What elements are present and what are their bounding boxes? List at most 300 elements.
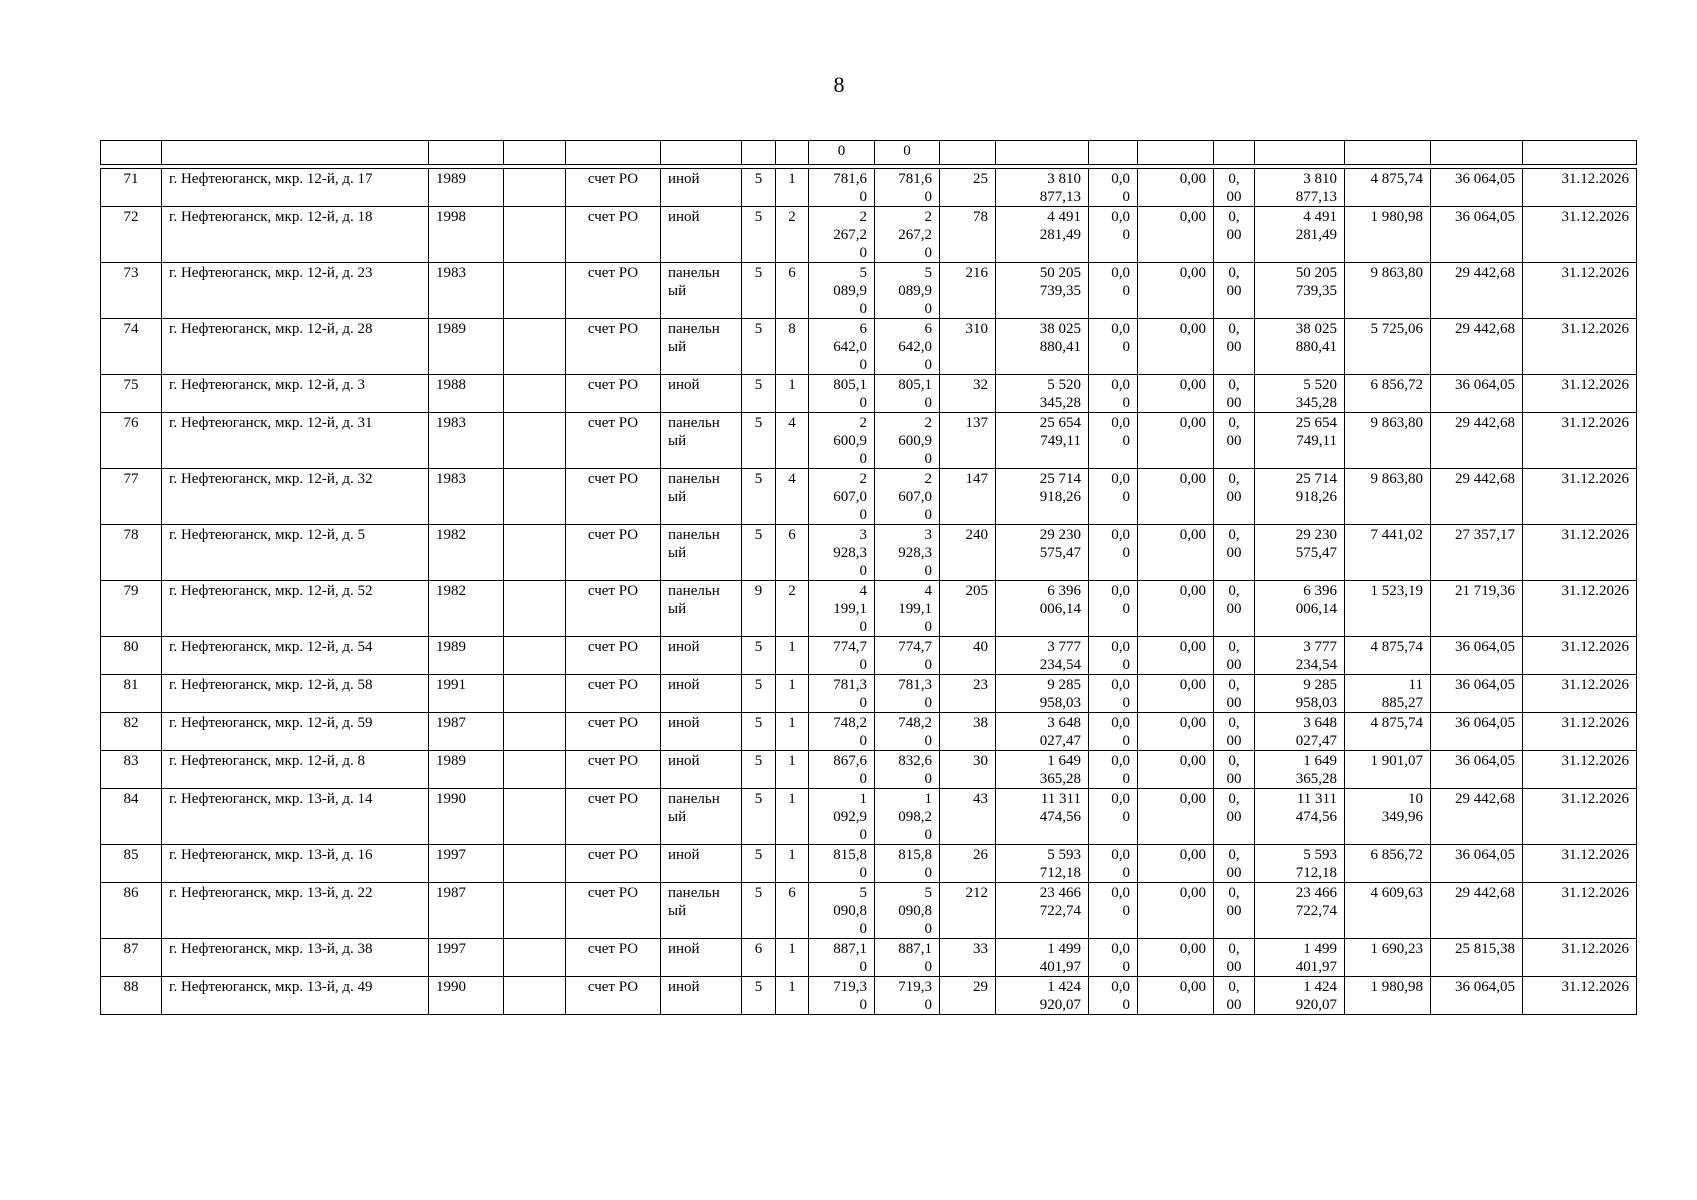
unit-cost-cell: 7 441,02 [1345,525,1431,581]
floors-cell: 5 [742,637,776,675]
row-number-cell: 87 [101,939,162,977]
cost-cell-a: 0,0 0 [1089,169,1138,207]
wall-material-cell: панельн ый [661,319,742,375]
year-cell: 1982 [429,525,504,581]
cost-cell-a: 0,0 0 [1089,207,1138,263]
row-number-cell: 71 [101,169,162,207]
blank-cell [504,263,566,319]
year-cell: 1989 [429,169,504,207]
residents-cell: 29 [940,977,996,1015]
residential-area-cell: 0 [875,141,940,165]
residential-area-cell: 2 600,9 0 [875,413,940,469]
deadline-cell: 31.12.2026 [1523,713,1637,751]
floors-cell: 5 [742,263,776,319]
residents-cell: 147 [940,469,996,525]
wall-material-cell: панельн ый [661,789,742,845]
deadline-cell: 31.12.2026 [1523,207,1637,263]
cost-cell-c: 0, 00 [1214,525,1255,581]
fund-method-cell: счет РО [566,675,661,713]
residents-cell: 25 [940,169,996,207]
address-cell: г. Нефтеюганск, мкр. 12-й, д. 23 [162,263,429,319]
total-area-cell: 1 092,9 0 [809,789,875,845]
total-cost-cell: 4 491 281,49 [996,207,1089,263]
address-cell: г. Нефтеюганск, мкр. 13-й, д. 49 [162,977,429,1015]
fund-method-cell: счет РО [566,375,661,413]
deadline-cell: 31.12.2026 [1523,751,1637,789]
cost-cell-a: 0,0 0 [1089,375,1138,413]
entrances-cell: 1 [776,939,809,977]
cost-cell-b: 0,00 [1138,263,1214,319]
residents-cell: 33 [940,939,996,977]
deadline-cell: 31.12.2026 [1523,675,1637,713]
address-cell: г. Нефтеюганск, мкр. 13-й, д. 16 [162,845,429,883]
total-area-cell: 2 267,2 0 [809,207,875,263]
floors-cell: 5 [742,883,776,939]
deadline-cell: 31.12.2026 [1523,525,1637,581]
unit-cost-cell: 4 609,63 [1345,883,1431,939]
residents-cell: 40 [940,637,996,675]
max-unit-cost-cell [1431,141,1523,165]
cost-cell-c: 0, 00 [1214,939,1255,977]
fund-method-cell: счет РО [566,789,661,845]
blank-cell [504,977,566,1015]
fund-method-cell: счет РО [566,713,661,751]
entrances-cell [776,141,809,165]
blank-cell [504,713,566,751]
unit-cost-cell: 6 856,72 [1345,375,1431,413]
cost-cell-a: 0,0 0 [1089,789,1138,845]
blank-cell [504,789,566,845]
deadline-cell: 31.12.2026 [1523,319,1637,375]
total-cost-cell [996,141,1089,165]
address-cell: г. Нефтеюганск, мкр. 12-й, д. 18 [162,207,429,263]
year-cell: 1983 [429,263,504,319]
total-area-cell: 5 090,8 0 [809,883,875,939]
entrances-cell: 6 [776,263,809,319]
residents-cell: 240 [940,525,996,581]
residential-area-cell: 4 199,1 0 [875,581,940,637]
row-number-cell: 81 [101,675,162,713]
address-cell: г. Нефтеюганск, мкр. 13-й, д. 22 [162,883,429,939]
address-cell: г. Нефтеюганск, мкр. 12-й, д. 3 [162,375,429,413]
table-row [101,169,1637,207]
table-row [101,207,1637,263]
fund-method-cell: счет РО [566,525,661,581]
entrances-cell: 6 [776,883,809,939]
row-number-cell: 83 [101,751,162,789]
unit-cost-cell: 1 980,98 [1345,207,1431,263]
row-number-cell: 73 [101,263,162,319]
unit-cost-cell: 9 863,80 [1345,469,1431,525]
fund-method-cell: счет РО [566,751,661,789]
cost-cell-b: 0,00 [1138,883,1214,939]
wall-material-cell: панельн ый [661,263,742,319]
table-row [101,637,1637,675]
fund-method-cell: счет РО [566,413,661,469]
max-unit-cost-cell: 29 442,68 [1431,469,1523,525]
total-cost-cell: 9 285 958,03 [996,675,1089,713]
total-area-cell: 0 [809,141,875,165]
residents-cell: 30 [940,751,996,789]
cost-cell-c: 0, 00 [1214,169,1255,207]
address-cell: г. Нефтеюганск, мкр. 13-й, д. 14 [162,789,429,845]
blank-cell [504,319,566,375]
total-cost-cell: 23 466 722,74 [996,883,1089,939]
cost-cell-c: 0, 00 [1214,675,1255,713]
table-row [101,525,1637,581]
total-area-cell: 748,2 0 [809,713,875,751]
table-lead-row [101,141,1637,165]
residents-cell [940,141,996,165]
year-cell: 1983 [429,413,504,469]
floors-cell: 5 [742,713,776,751]
owner-funds-cell: 1 649 365,28 [1255,751,1345,789]
unit-cost-cell: 4 875,74 [1345,713,1431,751]
year-cell: 1997 [429,845,504,883]
max-unit-cost-cell: 36 064,05 [1431,207,1523,263]
blank-cell [504,207,566,263]
wall-material-cell: иной [661,207,742,263]
total-area-cell: 5 089,9 0 [809,263,875,319]
cost-cell-a: 0,0 0 [1089,751,1138,789]
year-cell: 1987 [429,883,504,939]
residential-area-cell: 2 267,2 0 [875,207,940,263]
deadline-cell [1523,141,1637,165]
residents-cell: 43 [940,789,996,845]
table-row [101,789,1637,845]
year-cell: 1989 [429,751,504,789]
cost-cell-c: 0, 00 [1214,319,1255,375]
total-cost-cell: 25 714 918,26 [996,469,1089,525]
cost-cell-b: 0,00 [1138,169,1214,207]
cost-cell-b: 0,00 [1138,525,1214,581]
total-cost-cell: 29 230 575,47 [996,525,1089,581]
owner-funds-cell: 3 777 234,54 [1255,637,1345,675]
fund-method-cell: счет РО [566,883,661,939]
residential-area-cell: 774,7 0 [875,637,940,675]
owner-funds-cell: 25 714 918,26 [1255,469,1345,525]
blank-cell [504,375,566,413]
cost-cell-a: 0,0 0 [1089,413,1138,469]
owner-funds-cell: 4 491 281,49 [1255,207,1345,263]
residential-area-cell: 887,1 0 [875,939,940,977]
floors-cell: 5 [742,789,776,845]
row-number-cell: 77 [101,469,162,525]
floors-cell: 5 [742,319,776,375]
max-unit-cost-cell: 29 442,68 [1431,263,1523,319]
entrances-cell: 2 [776,581,809,637]
cost-cell-b: 0,00 [1138,469,1214,525]
entrances-cell: 8 [776,319,809,375]
blank-cell [504,845,566,883]
floors-cell: 5 [742,375,776,413]
residential-area-cell: 5 090,8 0 [875,883,940,939]
cost-cell-b: 0,00 [1138,581,1214,637]
page-number: 8 [833,72,845,97]
deadline-cell: 31.12.2026 [1523,469,1637,525]
floors-cell: 5 [742,469,776,525]
cost-cell-b: 0,00 [1138,751,1214,789]
cost-cell-c: 0, 00 [1214,469,1255,525]
table-row [101,263,1637,319]
residents-cell: 78 [940,207,996,263]
cost-cell-b: 0,00 [1138,845,1214,883]
blank-cell [504,525,566,581]
wall-material-cell: иной [661,169,742,207]
blank-cell [504,939,566,977]
total-cost-cell: 6 396 006,14 [996,581,1089,637]
unit-cost-cell: 1 980,98 [1345,977,1431,1015]
residents-cell: 26 [940,845,996,883]
residents-cell: 310 [940,319,996,375]
row-number-cell: 75 [101,375,162,413]
total-cost-cell: 50 205 739,35 [996,263,1089,319]
blank-cell [504,469,566,525]
cost-cell-b [1138,141,1214,165]
fund-method-cell: счет РО [566,319,661,375]
residential-area-cell: 805,1 0 [875,375,940,413]
total-cost-cell: 38 025 880,41 [996,319,1089,375]
wall-material-cell: иной [661,751,742,789]
table-row [101,883,1637,939]
year-cell: 1987 [429,713,504,751]
cost-cell-c: 0, 00 [1214,581,1255,637]
max-unit-cost-cell: 36 064,05 [1431,845,1523,883]
max-unit-cost-cell: 36 064,05 [1431,675,1523,713]
cost-cell-a [1089,141,1138,165]
residential-area-cell: 781,3 0 [875,675,940,713]
deadline-cell: 31.12.2026 [1523,637,1637,675]
wall-material-cell: иной [661,637,742,675]
table-row [101,977,1637,1015]
entrances-cell: 4 [776,469,809,525]
total-area-cell: 719,3 0 [809,977,875,1015]
unit-cost-cell: 4 875,74 [1345,637,1431,675]
wall-material-cell: иной [661,713,742,751]
max-unit-cost-cell: 36 064,05 [1431,977,1523,1015]
max-unit-cost-cell: 29 442,68 [1431,413,1523,469]
entrances-cell: 4 [776,413,809,469]
cost-cell-c: 0, 00 [1214,751,1255,789]
cost-cell-c: 0, 00 [1214,375,1255,413]
unit-cost-cell: 9 863,80 [1345,413,1431,469]
address-cell: г. Нефтеюганск, мкр. 12-й, д. 31 [162,413,429,469]
fund-method-cell: счет РО [566,581,661,637]
table-row [101,675,1637,713]
year-cell [429,141,504,165]
max-unit-cost-cell: 36 064,05 [1431,169,1523,207]
entrances-cell: 1 [776,675,809,713]
cost-cell-c: 0, 00 [1214,413,1255,469]
max-unit-cost-cell: 36 064,05 [1431,713,1523,751]
address-cell: г. Нефтеюганск, мкр. 12-й, д. 5 [162,525,429,581]
total-cost-cell: 1 649 365,28 [996,751,1089,789]
residential-area-cell: 815,8 0 [875,845,940,883]
floors-cell: 5 [742,169,776,207]
cost-cell-c: 0, 00 [1214,713,1255,751]
buildings-register-table [100,140,1637,1015]
address-cell: г. Нефтеюганск, мкр. 12-й, д. 17 [162,169,429,207]
row-number-cell: 84 [101,789,162,845]
fund-method-cell: счет РО [566,845,661,883]
floors-cell: 5 [742,675,776,713]
unit-cost-cell: 6 856,72 [1345,845,1431,883]
max-unit-cost-cell: 36 064,05 [1431,751,1523,789]
residents-cell: 212 [940,883,996,939]
residential-area-cell: 719,3 0 [875,977,940,1015]
address-cell: г. Нефтеюганск, мкр. 12-й, д. 28 [162,319,429,375]
total-area-cell: 781,6 0 [809,169,875,207]
cost-cell-b: 0,00 [1138,675,1214,713]
total-cost-cell: 3 777 234,54 [996,637,1089,675]
address-cell: г. Нефтеюганск, мкр. 12-й, д. 52 [162,581,429,637]
cost-cell-c: 0, 00 [1214,977,1255,1015]
cost-cell-a: 0,0 0 [1089,525,1138,581]
cost-cell-a: 0,0 0 [1089,637,1138,675]
owner-funds-cell: 38 025 880,41 [1255,319,1345,375]
entrances-cell: 1 [776,845,809,883]
owner-funds-cell: 1 424 920,07 [1255,977,1345,1015]
fund-method-cell: счет РО [566,939,661,977]
wall-material-cell: иной [661,375,742,413]
max-unit-cost-cell: 36 064,05 [1431,637,1523,675]
year-cell: 1982 [429,581,504,637]
total-area-cell: 6 642,0 0 [809,319,875,375]
total-area-cell: 774,7 0 [809,637,875,675]
row-number-cell: 74 [101,319,162,375]
residential-area-cell: 3 928,3 0 [875,525,940,581]
floors-cell [742,141,776,165]
max-unit-cost-cell: 29 442,68 [1431,319,1523,375]
total-area-cell: 887,1 0 [809,939,875,977]
owner-funds-cell: 5 593 712,18 [1255,845,1345,883]
entrances-cell: 6 [776,525,809,581]
fund-method-cell: счет РО [566,207,661,263]
total-area-cell: 3 928,3 0 [809,525,875,581]
entrances-cell: 2 [776,207,809,263]
owner-funds-cell: 29 230 575,47 [1255,525,1345,581]
total-area-cell: 815,8 0 [809,845,875,883]
fund-method-cell: счет РО [566,263,661,319]
year-cell: 1989 [429,637,504,675]
row-number-cell: 76 [101,413,162,469]
deadline-cell: 31.12.2026 [1523,939,1637,977]
row-number-cell: 86 [101,883,162,939]
row-number-cell: 78 [101,525,162,581]
address-cell: г. Нефтеюганск, мкр. 12-й, д. 59 [162,713,429,751]
total-cost-cell: 3 810 877,13 [996,169,1089,207]
entrances-cell: 1 [776,637,809,675]
row-number-cell: 88 [101,977,162,1015]
residents-cell: 38 [940,713,996,751]
wall-material-cell: панельн ый [661,413,742,469]
deadline-cell: 31.12.2026 [1523,845,1637,883]
unit-cost-cell: 10 349,96 [1345,789,1431,845]
year-cell: 1990 [429,977,504,1015]
residential-area-cell: 6 642,0 0 [875,319,940,375]
owner-funds-cell: 5 520 345,28 [1255,375,1345,413]
owner-funds-cell: 3 648 027,47 [1255,713,1345,751]
total-area-cell: 805,1 0 [809,375,875,413]
cost-cell-b: 0,00 [1138,789,1214,845]
max-unit-cost-cell: 25 815,38 [1431,939,1523,977]
deadline-cell: 31.12.2026 [1523,977,1637,1015]
unit-cost-cell: 1 690,23 [1345,939,1431,977]
wall-material-cell: панельн ый [661,581,742,637]
wall-material-cell: панельн ый [661,525,742,581]
address-cell: г. Нефтеюганск, мкр. 12-й, д. 58 [162,675,429,713]
cost-cell-a: 0,0 0 [1089,977,1138,1015]
max-unit-cost-cell: 29 442,68 [1431,883,1523,939]
wall-material-cell: иной [661,977,742,1015]
total-cost-cell: 1 499 401,97 [996,939,1089,977]
blank-cell [504,751,566,789]
cost-cell-b: 0,00 [1138,375,1214,413]
row-number-cell [101,141,162,165]
floors-cell: 5 [742,977,776,1015]
year-cell: 1990 [429,789,504,845]
owner-funds-cell: 50 205 739,35 [1255,263,1345,319]
fund-method-cell: счет РО [566,169,661,207]
address-cell [162,141,429,165]
cost-cell-a: 0,0 0 [1089,675,1138,713]
table-row [101,845,1637,883]
cost-cell-c: 0, 00 [1214,263,1255,319]
unit-cost-cell: 5 725,06 [1345,319,1431,375]
address-cell: г. Нефтеюганск, мкр. 12-й, д. 32 [162,469,429,525]
table-row [101,413,1637,469]
blank-cell [504,413,566,469]
residential-area-cell: 2 607,0 0 [875,469,940,525]
owner-funds-cell: 1 499 401,97 [1255,939,1345,977]
entrances-cell: 1 [776,169,809,207]
owner-funds-cell: 11 311 474,56 [1255,789,1345,845]
table-row [101,713,1637,751]
unit-cost-cell [1345,141,1431,165]
deadline-cell: 31.12.2026 [1523,169,1637,207]
entrances-cell: 1 [776,977,809,1015]
year-cell: 1983 [429,469,504,525]
total-area-cell: 2 607,0 0 [809,469,875,525]
cost-cell-b: 0,00 [1138,977,1214,1015]
cost-cell-b: 0,00 [1138,637,1214,675]
floors-cell: 5 [742,845,776,883]
fund-method-cell: счет РО [566,977,661,1015]
unit-cost-cell: 4 875,74 [1345,169,1431,207]
address-cell: г. Нефтеюганск, мкр. 13-й, д. 38 [162,939,429,977]
row-number-cell: 80 [101,637,162,675]
row-number-cell: 82 [101,713,162,751]
table-row [101,375,1637,413]
unit-cost-cell: 1 523,19 [1345,581,1431,637]
table-row [101,319,1637,375]
cost-cell-c [1214,141,1255,165]
blank-cell [504,581,566,637]
row-number-cell: 79 [101,581,162,637]
cost-cell-a: 0,0 0 [1089,319,1138,375]
residents-cell: 205 [940,581,996,637]
total-cost-cell: 3 648 027,47 [996,713,1089,751]
total-area-cell: 781,3 0 [809,675,875,713]
entrances-cell: 1 [776,713,809,751]
floors-cell: 9 [742,581,776,637]
owner-funds-cell: 6 396 006,14 [1255,581,1345,637]
residents-cell: 137 [940,413,996,469]
cost-cell-b: 0,00 [1138,207,1214,263]
blank-cell [504,637,566,675]
total-cost-cell: 5 520 345,28 [996,375,1089,413]
cost-cell-c: 0, 00 [1214,845,1255,883]
